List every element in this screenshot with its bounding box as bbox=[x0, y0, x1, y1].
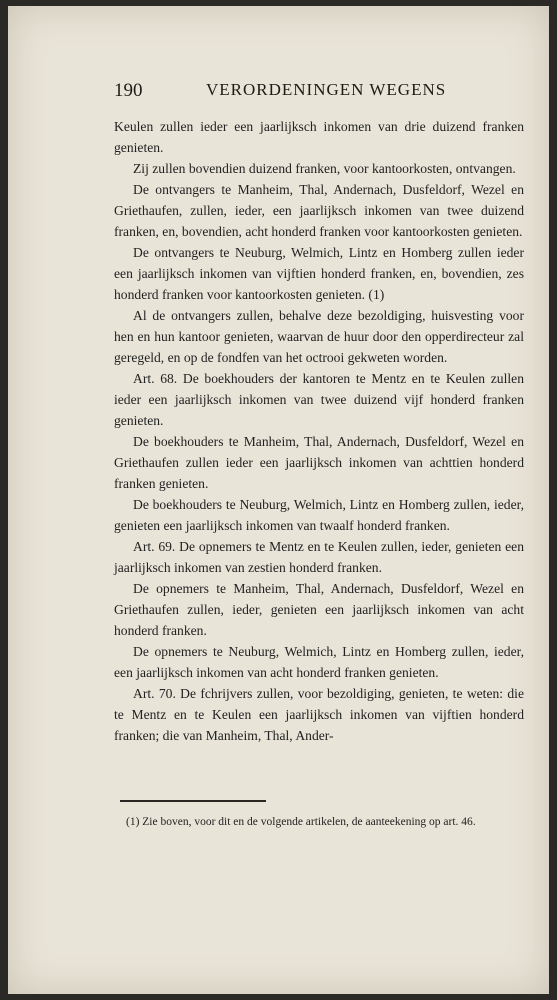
paragraph: Al de ontvangers zullen, behalve deze bezoldiging, huisvesting voor hen en hun kantoor genieten, waarvan de huur door den opperdirecteur zal geregeld, en op de fondfen van het octrooi gekweten worden. bbox=[114, 308, 524, 365]
running-title: VERORDENINGEN WEGENS bbox=[206, 80, 447, 99]
footnote-rule bbox=[120, 800, 266, 802]
book-page bbox=[8, 6, 549, 994]
paragraph: De ontvangers te Neuburg, Welmich, Lintz en Homberg zullen ieder een jaarlijksch inkomen van vijftien honderd franken, en, bovendien, zes honderd franken voor kantoorkosten genieten. (1) bbox=[114, 245, 524, 302]
paragraph: Art. 69. De opnemers te Mentz en te Keulen zullen, ieder, genieten een jaarlijksch inkomen van zestien honderd franken. bbox=[114, 539, 524, 575]
footnote-text: (1) Zie boven, voor dit en de volgende artikelen, de aanteekening op art. 46. bbox=[126, 816, 476, 828]
page-header bbox=[114, 80, 524, 110]
paragraph: Art. 68. De boekhouders der kantoren te Mentz en te Keulen zullen ieder een jaarlijksch inkomen van twee duizend vijf honderd franken genieten. bbox=[114, 371, 524, 428]
paragraph: De boekhouders te Manheim, Thal, Andernach, Dusfeldorf, Wezel en Griethaufen zullen ieder een jaarlijksch inkomen van achttien honderd franken genieten. bbox=[114, 434, 524, 491]
paragraph: Keulen zullen ieder een jaarlijksch inkomen van drie duizend franken genieten. bbox=[114, 119, 524, 155]
paragraph: De ontvangers te Manheim, Thal, Andernach, Dusfeldorf, Wezel en Griethaufen, zullen, ieder, een jaarlijksch inkomen van twee duizend franken, en, bovendien, acht honderd franken voor kantoorkosten genieten. bbox=[114, 182, 524, 239]
paragraph: De opnemers te Neuburg, Welmich, Lintz en Homberg zullen, ieder, een jaarlijksch inkomen van acht honderd franken genieten. bbox=[114, 644, 524, 680]
paragraph: Zij zullen bovendien duizend franken, voor kantoorkosten, ontvangen. bbox=[133, 161, 516, 176]
paragraph: De boekhouders te Neuburg, Welmich, Lintz en Homberg zullen, ieder, genieten een jaarlijksch inkomen van twaalf honderd franken. bbox=[114, 497, 524, 533]
page-number: 190 bbox=[114, 80, 143, 101]
paragraph: De opnemers te Manheim, Thal, Andernach, Dusfeldorf, Wezel en Griethaufen zullen, ieder, genieten een jaarlijksch inkomen van acht honderd franken. bbox=[114, 581, 524, 638]
body-text bbox=[114, 116, 524, 746]
footnote bbox=[114, 814, 524, 831]
paragraph: Art. 70. De fchrijvers zullen, voor bezoldiging, genieten, te weten: die te Mentz en te Keulen een jaarlijksch inkomen van vijftien honderd franken; die van Manheim, Thal, Ander- bbox=[114, 686, 524, 743]
